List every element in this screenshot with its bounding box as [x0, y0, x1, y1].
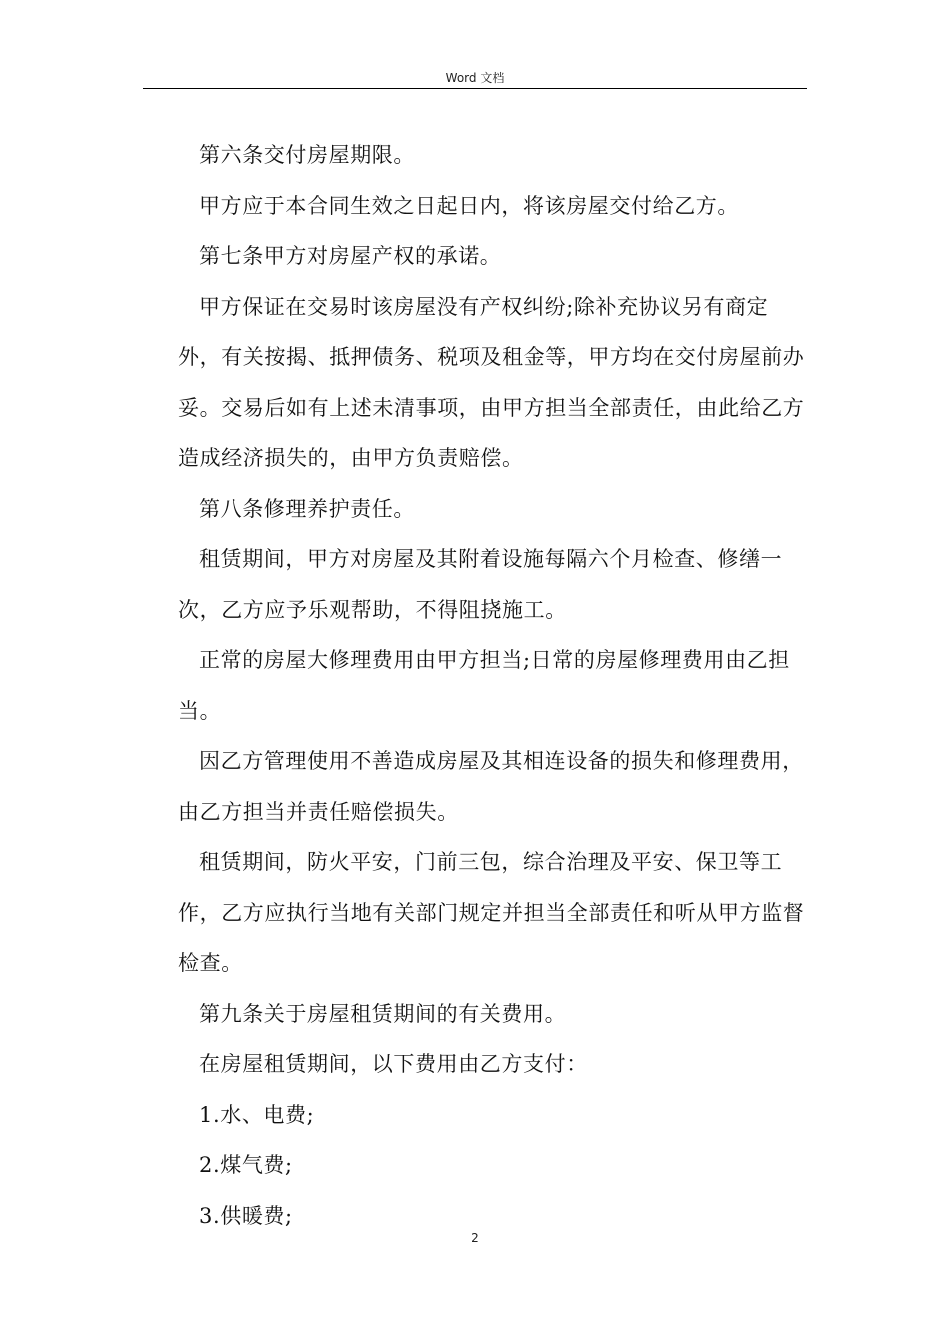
paragraph: 第六条交付房屋期限。: [199, 143, 415, 167]
list-item: 2.煤气费;: [199, 1153, 293, 1177]
paragraph: 在房屋租赁期间，以下费用由乙方支付：: [199, 1052, 588, 1076]
paragraph: 租赁期间，甲方对房屋及其附着设施每隔六个月检查、修缮一次，乙方应予乐观帮助，不得阻挠施工。: [178, 547, 783, 622]
header-divider: [143, 88, 807, 89]
paragraph: 第九条关于房屋租赁期间的有关费用。: [199, 1001, 567, 1026]
document-body: [178, 130, 808, 1241]
page-header: Word 文档: [445, 71, 505, 85]
list-item: 1.水、电费;: [199, 1102, 315, 1127]
paragraph: 第七条甲方对房屋产权的承诺。: [199, 244, 502, 268]
paragraph: 正常的房屋大修理费用由甲方担当;日常的房屋修理费用由乙担当。: [178, 648, 790, 723]
paragraph: 因乙方管理使用不善造成房屋及其相连设备的损失和修理费用，由乙方担当并责任赔偿损失。: [178, 749, 804, 824]
list-item: 3.供暖费;: [199, 1203, 293, 1228]
page-number: 2: [471, 1231, 479, 1245]
paragraph: 甲方应于本合同生效之日起日内，将该房屋交付给乙方。: [199, 193, 739, 218]
paragraph: 租赁期间，防火平安，门前三包，综合治理及平安、保卫等工作，乙方应执行当地有关部门规定并担当全部责任和听从甲方监督检查。: [178, 850, 805, 975]
paragraph: 甲方保证在交易时该房屋没有产权纠纷;除补充协议另有商定外，有关按揭、抵押债务、税项及租金等，甲方均在交付房屋前办妥。交易后如有上述未清事项，由甲方担当全部责任，由此给乙方造成经济损失的，由甲方负责赔偿。: [178, 294, 805, 470]
paragraph: 第八条修理养护责任。: [199, 496, 415, 521]
